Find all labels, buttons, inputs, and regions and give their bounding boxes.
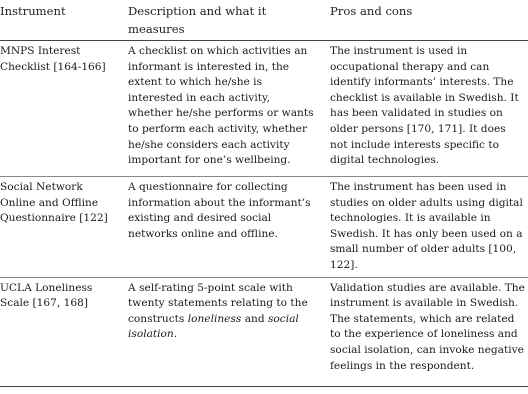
instrument-cell: Social Network Online and Offline Questionnaire [122] bbox=[0, 181, 108, 225]
header-instrument: Instrument bbox=[0, 4, 66, 18]
table-header bbox=[0, 0, 528, 41]
table-row bbox=[0, 41, 528, 177]
description-text: and bbox=[241, 312, 268, 325]
instrument-cell: UCLA Loneliness Scale [167, 168] bbox=[0, 281, 93, 310]
table-body bbox=[0, 41, 528, 387]
header-pros-cons: Pros and cons bbox=[330, 4, 413, 18]
pros-cons-cell: The instrument is used in occupational therapy and can identify informants’ interests. The checklist is available in Swedish. It has been validated in studies on older persons [170, 171]. It does not include interests specific to digital technologies. bbox=[330, 45, 519, 167]
description-cell bbox=[118, 277, 320, 386]
table-row bbox=[0, 177, 528, 278]
description-text: A self-rating 5-point scale with twenty statements relating to the constructs bbox=[128, 281, 308, 325]
instrument-cell: MNPS Interest Checklist [164-166] bbox=[0, 45, 106, 73]
description-cell: A questionnaire for collecting information about the informant’s existing and desired social networks online and offline. bbox=[128, 181, 311, 240]
description-cell: A checklist on which activities an informant is interested in, the extent to which he/she is interested in each activity, whether he/she performs or wants to perform each activity, whether he/she considers each activity important for one’s wellbeing. bbox=[128, 45, 314, 167]
pros-cons-cell: Validation studies are available. The instrument is available in Swedish. The statements, which are related to the experience of loneliness and social isolation, can invoke negative feelings in the respondent. bbox=[330, 281, 525, 372]
emphasis-social-isolation: social isolation bbox=[128, 312, 299, 341]
header-row bbox=[0, 0, 528, 41]
pros-cons-cell: The instrument has been used in studies on older adults using digital technologies. It is available in Swedish. It has only been used on a small number of older adults [100, 122]. bbox=[330, 181, 523, 271]
header-description: Description and what it measures bbox=[128, 4, 267, 36]
description-text: . bbox=[173, 328, 178, 341]
table-row bbox=[0, 277, 528, 386]
emphasis-loneliness: loneliness bbox=[187, 312, 242, 325]
